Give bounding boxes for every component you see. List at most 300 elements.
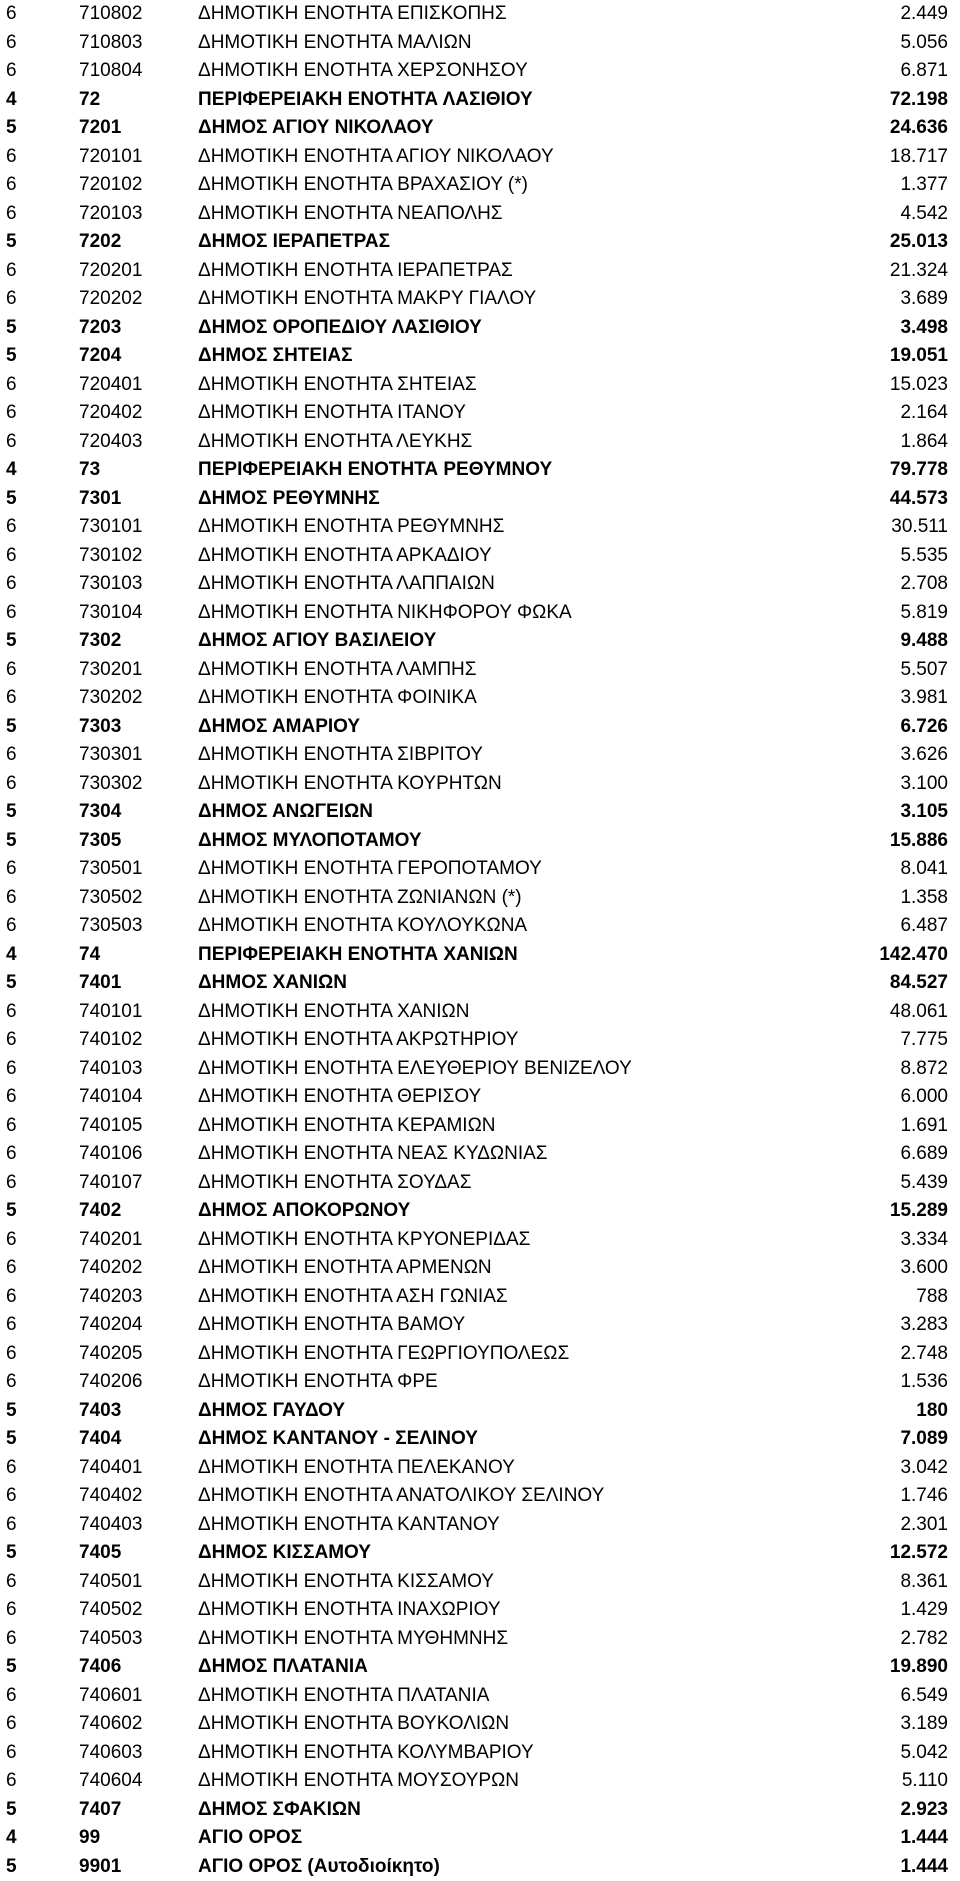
population-cell: 1.536 bbox=[900, 1368, 948, 1397]
level-cell: 5 bbox=[6, 1397, 17, 1426]
name-cell: ΑΓΙΟ ΟΡΟΣ (Αυτοδιοίκητο) bbox=[198, 1853, 440, 1881]
level-cell: 5 bbox=[6, 314, 17, 343]
level-cell: 6 bbox=[6, 1454, 17, 1483]
level-cell: 6 bbox=[6, 1625, 17, 1654]
level-cell: 6 bbox=[6, 1026, 17, 1055]
name-cell: ΔΗΜΟΤΙΚΗ ΕΝΟΤΗΤΑ ΝΕΑΣ ΚΥΔΩΝΙΑΣ bbox=[198, 1140, 548, 1169]
table-row bbox=[0, 86, 960, 115]
code-cell: 740202 bbox=[79, 1254, 142, 1283]
name-cell: ΔΗΜΟΤΙΚΗ ΕΝΟΤΗΤΑ ΓΕΩΡΓΙΟΥΠΟΛΕΩΣ bbox=[198, 1340, 569, 1369]
code-cell: 740206 bbox=[79, 1368, 142, 1397]
population-cell: 19.051 bbox=[890, 342, 948, 371]
name-cell: ΔΗΜΟΣ ΧΑΝΙΩΝ bbox=[198, 969, 347, 998]
name-cell: ΔΗΜΟΤΙΚΗ ΕΝΟΤΗΤΑ ΜΑΛΙΩΝ bbox=[198, 29, 472, 58]
population-cell: 788 bbox=[916, 1283, 948, 1312]
level-cell: 6 bbox=[6, 1482, 17, 1511]
name-cell: ΔΗΜΟΣ ΓΑΥΔΟΥ bbox=[198, 1397, 345, 1426]
code-cell: 7404 bbox=[79, 1425, 121, 1454]
level-cell: 6 bbox=[6, 912, 17, 941]
level-cell: 6 bbox=[6, 599, 17, 628]
table-row bbox=[0, 1169, 960, 1198]
population-cell: 1.444 bbox=[900, 1853, 948, 1881]
level-cell: 5 bbox=[6, 798, 17, 827]
code-cell: 740102 bbox=[79, 1026, 142, 1055]
population-cell: 15.023 bbox=[890, 371, 948, 400]
code-cell: 7406 bbox=[79, 1653, 121, 1682]
code-cell: 740401 bbox=[79, 1454, 142, 1483]
population-cell: 3.334 bbox=[900, 1226, 948, 1255]
population-cell: 15.886 bbox=[890, 827, 948, 856]
code-cell: 7401 bbox=[79, 969, 121, 998]
population-cell: 12.572 bbox=[890, 1539, 948, 1568]
population-cell: 142.470 bbox=[879, 941, 948, 970]
name-cell: ΔΗΜΟΤΙΚΗ ΕΝΟΤΗΤΑ ΣΙΒΡΙΤΟΥ bbox=[198, 741, 483, 770]
population-cell: 3.981 bbox=[900, 684, 948, 713]
level-cell: 6 bbox=[6, 998, 17, 1027]
table-row bbox=[0, 1397, 960, 1426]
population-cell: 5.819 bbox=[900, 599, 948, 628]
code-cell: 730301 bbox=[79, 741, 142, 770]
population-cell: 24.636 bbox=[890, 114, 948, 143]
table-row bbox=[0, 1568, 960, 1597]
table-row bbox=[0, 1283, 960, 1312]
level-cell: 5 bbox=[6, 627, 17, 656]
name-cell: ΔΗΜΟΤΙΚΗ ΕΝΟΤΗΤΑ ΛΑΠΠΑΙΩΝ bbox=[198, 570, 495, 599]
population-cell: 3.626 bbox=[900, 741, 948, 770]
population-cell: 1.864 bbox=[900, 428, 948, 457]
table-row bbox=[0, 0, 960, 29]
code-cell: 740403 bbox=[79, 1511, 142, 1540]
population-cell: 2.782 bbox=[900, 1625, 948, 1654]
table-row bbox=[0, 1653, 960, 1682]
population-cell: 5.507 bbox=[900, 656, 948, 685]
level-cell: 6 bbox=[6, 570, 17, 599]
code-cell: 7305 bbox=[79, 827, 121, 856]
table-row bbox=[0, 542, 960, 571]
population-cell: 1.358 bbox=[900, 884, 948, 913]
name-cell: ΠΕΡΙΦΕΡΕΙΑΚΗ ΕΝΟΤΗΤΑ ΡΕΘΥΜΝΟΥ bbox=[198, 456, 552, 485]
table-row bbox=[0, 1197, 960, 1226]
code-cell: 73 bbox=[79, 456, 100, 485]
code-cell: 730201 bbox=[79, 656, 142, 685]
level-cell: 6 bbox=[6, 29, 17, 58]
name-cell: ΔΗΜΟΤΙΚΗ ΕΝΟΤΗΤΑ ΚΡΥΟΝΕΡΙΔΑΣ bbox=[198, 1226, 530, 1255]
population-cell: 6.726 bbox=[900, 713, 948, 742]
code-cell: 720402 bbox=[79, 399, 142, 428]
population-cell: 72.198 bbox=[890, 86, 948, 115]
name-cell: ΔΗΜΟΤΙΚΗ ΕΝΟΤΗΤΑ ΑΡΜΕΝΩΝ bbox=[198, 1254, 492, 1283]
population-cell: 9.488 bbox=[900, 627, 948, 656]
level-cell: 6 bbox=[6, 741, 17, 770]
level-cell: 5 bbox=[6, 1425, 17, 1454]
table-row bbox=[0, 741, 960, 770]
level-cell: 6 bbox=[6, 200, 17, 229]
name-cell: ΔΗΜΟΤΙΚΗ ΕΝΟΤΗΤΑ ΓΕΡΟΠΟΤΑΜΟΥ bbox=[198, 855, 542, 884]
table-row bbox=[0, 1026, 960, 1055]
table-row bbox=[0, 57, 960, 86]
population-cell: 3.189 bbox=[900, 1710, 948, 1739]
name-cell: ΔΗΜΟΣ ΜΥΛΟΠΟΤΑΜΟΥ bbox=[198, 827, 422, 856]
population-cell: 30.511 bbox=[891, 513, 948, 542]
name-cell: ΔΗΜΟΣ ΚΑΝΤΑΝΟΥ - ΣΕΛΙΝΟΥ bbox=[198, 1425, 478, 1454]
code-cell: 99 bbox=[79, 1824, 100, 1853]
level-cell: 6 bbox=[6, 1767, 17, 1796]
table-row bbox=[0, 912, 960, 941]
code-cell: 740503 bbox=[79, 1625, 142, 1654]
code-cell: 740107 bbox=[79, 1169, 142, 1198]
table-row bbox=[0, 1454, 960, 1483]
level-cell: 5 bbox=[6, 1197, 17, 1226]
level-cell: 6 bbox=[6, 542, 17, 571]
code-cell: 7204 bbox=[79, 342, 121, 371]
population-cell: 15.289 bbox=[890, 1197, 948, 1226]
table-row bbox=[0, 656, 960, 685]
table-row bbox=[0, 314, 960, 343]
population-cell: 7.089 bbox=[900, 1425, 948, 1454]
table-row bbox=[0, 1739, 960, 1768]
level-cell: 6 bbox=[6, 1283, 17, 1312]
population-cell: 6.689 bbox=[900, 1140, 948, 1169]
table-row bbox=[0, 1482, 960, 1511]
level-cell: 6 bbox=[6, 1311, 17, 1340]
name-cell: ΔΗΜΟΤΙΚΗ ΕΝΟΤΗΤΑ ΦΟΙΝΙΚΑ bbox=[198, 684, 477, 713]
table-row bbox=[0, 941, 960, 970]
table-row bbox=[0, 1796, 960, 1825]
code-cell: 710804 bbox=[79, 57, 142, 86]
code-cell: 740204 bbox=[79, 1311, 142, 1340]
population-cell: 7.775 bbox=[900, 1026, 948, 1055]
code-cell: 740201 bbox=[79, 1226, 142, 1255]
table-row bbox=[0, 1682, 960, 1711]
table-row bbox=[0, 684, 960, 713]
table-row bbox=[0, 342, 960, 371]
level-cell: 5 bbox=[6, 969, 17, 998]
name-cell: ΔΗΜΟΤΙΚΗ ΕΝΟΤΗΤΑ ΦΡΕ bbox=[198, 1368, 438, 1397]
population-cell: 6.487 bbox=[900, 912, 948, 941]
name-cell: ΔΗΜΟΤΙΚΗ ΕΝΟΤΗΤΑ ΝΙΚΗΦΟΡΟΥ ΦΩΚΑ bbox=[198, 599, 572, 628]
population-cell: 1.444 bbox=[900, 1824, 948, 1853]
code-cell: 740601 bbox=[79, 1682, 142, 1711]
table-row bbox=[0, 371, 960, 400]
population-cell: 2.708 bbox=[900, 570, 948, 599]
name-cell: ΔΗΜΟΤΙΚΗ ΕΝΟΤΗΤΑ ΣΟΥΔΑΣ bbox=[198, 1169, 471, 1198]
code-cell: 730101 bbox=[79, 513, 142, 542]
population-cell: 5.535 bbox=[900, 542, 948, 571]
name-cell: ΔΗΜΟΤΙΚΗ ΕΝΟΤΗΤΑ ΒΟΥΚΟΛΙΩΝ bbox=[198, 1710, 509, 1739]
table-row bbox=[0, 1824, 960, 1853]
level-cell: 6 bbox=[6, 1169, 17, 1198]
population-cell: 3.105 bbox=[900, 798, 948, 827]
code-cell: 740502 bbox=[79, 1596, 142, 1625]
table-row bbox=[0, 485, 960, 514]
code-cell: 720101 bbox=[79, 143, 142, 172]
name-cell: ΔΗΜΟΣ ΑΜΑΡΙΟΥ bbox=[198, 713, 360, 742]
level-cell: 6 bbox=[6, 143, 17, 172]
code-cell: 740104 bbox=[79, 1083, 142, 1112]
table-row bbox=[0, 1083, 960, 1112]
name-cell: ΔΗΜΟΤΙΚΗ ΕΝΟΤΗΤΑ ΚΙΣΣΑΜΟΥ bbox=[198, 1568, 494, 1597]
code-cell: 740203 bbox=[79, 1283, 142, 1312]
population-cell: 2.449 bbox=[900, 0, 948, 29]
population-cell: 6.000 bbox=[900, 1083, 948, 1112]
level-cell: 6 bbox=[6, 1511, 17, 1540]
population-cell: 6.549 bbox=[900, 1682, 948, 1711]
level-cell: 6 bbox=[6, 371, 17, 400]
population-cell: 19.890 bbox=[890, 1653, 948, 1682]
name-cell: ΔΗΜΟΣ ΚΙΣΣΑΜΟΥ bbox=[198, 1539, 371, 1568]
name-cell: ΔΗΜΟΤΙΚΗ ΕΝΟΤΗΤΑ ΒΡΑΧΑΣΙΟΥ (*) bbox=[198, 171, 528, 200]
table-row bbox=[0, 456, 960, 485]
name-cell: ΔΗΜΟΤΙΚΗ ΕΝΟΤΗΤΑ ΑΝΑΤΟΛΙΚΟΥ ΣΕΛΙΝΟΥ bbox=[198, 1482, 604, 1511]
code-cell: 740602 bbox=[79, 1710, 142, 1739]
table-row bbox=[0, 171, 960, 200]
population-cell: 2.164 bbox=[900, 399, 948, 428]
name-cell: ΔΗΜΟΤΙΚΗ ΕΝΟΤΗΤΑ ΘΕΡΙΣΟΥ bbox=[198, 1083, 481, 1112]
table-row bbox=[0, 1140, 960, 1169]
level-cell: 6 bbox=[6, 1596, 17, 1625]
level-cell: 5 bbox=[6, 485, 17, 514]
level-cell: 6 bbox=[6, 684, 17, 713]
table-row bbox=[0, 855, 960, 884]
code-cell: 740103 bbox=[79, 1055, 142, 1084]
table-row bbox=[0, 1254, 960, 1283]
table-row bbox=[0, 1853, 960, 1881]
table-row bbox=[0, 599, 960, 628]
code-cell: 720401 bbox=[79, 371, 142, 400]
level-cell: 6 bbox=[6, 1140, 17, 1169]
level-cell: 6 bbox=[6, 513, 17, 542]
code-cell: 720201 bbox=[79, 257, 142, 286]
table-row bbox=[0, 285, 960, 314]
table-row bbox=[0, 1311, 960, 1340]
population-cell: 3.042 bbox=[900, 1454, 948, 1483]
code-cell: 740603 bbox=[79, 1739, 142, 1768]
table-row bbox=[0, 798, 960, 827]
population-cell: 8.041 bbox=[900, 855, 948, 884]
table-row bbox=[0, 1425, 960, 1454]
table-row bbox=[0, 399, 960, 428]
code-cell: 7302 bbox=[79, 627, 121, 656]
level-cell: 6 bbox=[6, 1368, 17, 1397]
name-cell: ΔΗΜΟΤΙΚΗ ΕΝΟΤΗΤΑ ΖΩΝΙΑΝΩΝ (*) bbox=[198, 884, 522, 913]
population-cell: 5.042 bbox=[900, 1739, 948, 1768]
table-row bbox=[0, 1596, 960, 1625]
table-row bbox=[0, 228, 960, 257]
level-cell: 5 bbox=[6, 1653, 17, 1682]
name-cell: ΔΗΜΟΤΙΚΗ ΕΝΟΤΗΤΑ ΑΚΡΩΤΗΡΙΟΥ bbox=[198, 1026, 518, 1055]
table-row bbox=[0, 570, 960, 599]
code-cell: 730202 bbox=[79, 684, 142, 713]
name-cell: ΔΗΜΟΤΙΚΗ ΕΝΟΤΗΤΑ ΙΤΑΝΟΥ bbox=[198, 399, 466, 428]
code-cell: 7402 bbox=[79, 1197, 121, 1226]
table-row bbox=[0, 29, 960, 58]
population-cell: 44.573 bbox=[890, 485, 948, 514]
code-cell: 9901 bbox=[79, 1853, 121, 1881]
population-cell: 6.871 bbox=[900, 57, 948, 86]
code-cell: 730501 bbox=[79, 855, 142, 884]
name-cell: ΔΗΜΟΣ ΡΕΘΥΜΝΗΣ bbox=[198, 485, 380, 514]
level-cell: 6 bbox=[6, 171, 17, 200]
population-cell: 4.542 bbox=[900, 200, 948, 229]
code-cell: 710803 bbox=[79, 29, 142, 58]
name-cell: ΔΗΜΟΤΙΚΗ ΕΝΟΤΗΤΑ ΣΗΤΕΙΑΣ bbox=[198, 371, 477, 400]
code-cell: 740105 bbox=[79, 1112, 142, 1141]
level-cell: 6 bbox=[6, 1739, 17, 1768]
code-cell: 7203 bbox=[79, 314, 121, 343]
code-cell: 720403 bbox=[79, 428, 142, 457]
level-cell: 4 bbox=[6, 1824, 17, 1853]
code-cell: 72 bbox=[79, 86, 100, 115]
code-cell: 7301 bbox=[79, 485, 121, 514]
code-cell: 740106 bbox=[79, 1140, 142, 1169]
code-cell: 7303 bbox=[79, 713, 121, 742]
table-row bbox=[0, 1511, 960, 1540]
name-cell: ΔΗΜΟΣ ΙΕΡΑΠΕΤΡΑΣ bbox=[198, 228, 390, 257]
name-cell: ΔΗΜΟΣ ΑΠΟΚΟΡΩΝΟΥ bbox=[198, 1197, 410, 1226]
level-cell: 5 bbox=[6, 114, 17, 143]
population-cell: 1.691 bbox=[900, 1112, 948, 1141]
code-cell: 730103 bbox=[79, 570, 142, 599]
name-cell: ΔΗΜΟΤΙΚΗ ΕΝΟΤΗΤΑ ΙΝΑΧΩΡΙΟΥ bbox=[198, 1596, 501, 1625]
level-cell: 6 bbox=[6, 1710, 17, 1739]
table-row bbox=[0, 513, 960, 542]
population-cell: 5.056 bbox=[900, 29, 948, 58]
level-cell: 4 bbox=[6, 86, 17, 115]
name-cell: ΔΗΜΟΤΙΚΗ ΕΝΟΤΗΤΑ ΝΕΑΠΟΛΗΣ bbox=[198, 200, 503, 229]
code-cell: 740501 bbox=[79, 1568, 142, 1597]
level-cell: 5 bbox=[6, 827, 17, 856]
name-cell: ΔΗΜΟΤΙΚΗ ΕΝΟΤΗΤΑ ΜΟΥΣΟΥΡΩΝ bbox=[198, 1767, 519, 1796]
name-cell: ΔΗΜΟΤΙΚΗ ΕΝΟΤΗΤΑ ΜΥΘΗΜΝΗΣ bbox=[198, 1625, 508, 1654]
population-cell: 1.429 bbox=[900, 1596, 948, 1625]
level-cell: 6 bbox=[6, 1083, 17, 1112]
name-cell: ΔΗΜΟΤΙΚΗ ΕΝΟΤΗΤΑ ΒΑΜΟΥ bbox=[198, 1311, 465, 1340]
code-cell: 730302 bbox=[79, 770, 142, 799]
code-cell: 7405 bbox=[79, 1539, 121, 1568]
population-cell: 3.600 bbox=[900, 1254, 948, 1283]
table-row bbox=[0, 1767, 960, 1796]
name-cell: ΔΗΜΟΤΙΚΗ ΕΝΟΤΗΤΑ ΕΠΙΣΚΟΠΗΣ bbox=[198, 0, 507, 29]
population-cell: 3.283 bbox=[900, 1311, 948, 1340]
population-cell: 2.748 bbox=[900, 1340, 948, 1369]
population-cell: 3.100 bbox=[900, 770, 948, 799]
name-cell: ΔΗΜΟΣ ΑΓΙΟΥ ΝΙΚΟΛΑΟΥ bbox=[198, 114, 434, 143]
population-cell: 5.439 bbox=[900, 1169, 948, 1198]
table-row bbox=[0, 969, 960, 998]
population-cell: 21.324 bbox=[890, 257, 948, 286]
name-cell: ΔΗΜΟΤΙΚΗ ΕΝΟΤΗΤΑ ΑΓΙΟΥ ΝΙΚΟΛΑΟΥ bbox=[198, 143, 554, 172]
level-cell: 5 bbox=[6, 1853, 17, 1881]
level-cell: 4 bbox=[6, 941, 17, 970]
population-cell: 3.689 bbox=[900, 285, 948, 314]
table-row bbox=[0, 428, 960, 457]
name-cell: ΔΗΜΟΤΙΚΗ ΕΝΟΤΗΤΑ ΛΑΜΠΗΣ bbox=[198, 656, 477, 685]
population-cell: 1.377 bbox=[900, 171, 948, 200]
name-cell: ΔΗΜΟΤΙΚΗ ΕΝΟΤΗΤΑ ΚΟΛΥΜΒΑΡΙΟΥ bbox=[198, 1739, 534, 1768]
code-cell: 740402 bbox=[79, 1482, 142, 1511]
code-cell: 720103 bbox=[79, 200, 142, 229]
level-cell: 5 bbox=[6, 713, 17, 742]
name-cell: ΔΗΜΟΤΙΚΗ ΕΝΟΤΗΤΑ ΙΕΡΑΠΕΤΡΑΣ bbox=[198, 257, 513, 286]
table-row bbox=[0, 1340, 960, 1369]
name-cell: ΔΗΜΟΤΙΚΗ ΕΝΟΤΗΤΑ ΚΕΡΑΜΙΩΝ bbox=[198, 1112, 496, 1141]
level-cell: 5 bbox=[6, 1539, 17, 1568]
table-row bbox=[0, 114, 960, 143]
level-cell: 6 bbox=[6, 285, 17, 314]
population-cell: 48.061 bbox=[890, 998, 948, 1027]
population-cell: 1.746 bbox=[900, 1482, 948, 1511]
code-cell: 720202 bbox=[79, 285, 142, 314]
level-cell: 4 bbox=[6, 456, 17, 485]
table-row bbox=[0, 884, 960, 913]
name-cell: ΔΗΜΟΤΙΚΗ ΕΝΟΤΗΤΑ ΑΣΗ ΓΩΝΙΑΣ bbox=[198, 1283, 508, 1312]
population-cell: 3.498 bbox=[900, 314, 948, 343]
level-cell: 6 bbox=[6, 884, 17, 913]
level-cell: 5 bbox=[6, 1796, 17, 1825]
population-cell: 8.872 bbox=[900, 1055, 948, 1084]
table-row bbox=[0, 770, 960, 799]
name-cell: ΔΗΜΟΤΙΚΗ ΕΝΟΤΗΤΑ ΡΕΘΥΜΝΗΣ bbox=[198, 513, 504, 542]
name-cell: ΔΗΜΟΤΙΚΗ ΕΝΟΤΗΤΑ ΧΑΝΙΩΝ bbox=[198, 998, 469, 1027]
table-row bbox=[0, 1055, 960, 1084]
table-row bbox=[0, 627, 960, 656]
name-cell: ΔΗΜΟΣ ΠΛΑΤΑΝΙΑ bbox=[198, 1653, 368, 1682]
population-cell: 25.013 bbox=[890, 228, 948, 257]
code-cell: 720102 bbox=[79, 171, 142, 200]
name-cell: ΔΗΜΟΣ ΑΝΩΓΕΙΩΝ bbox=[198, 798, 373, 827]
name-cell: ΔΗΜΟΤΙΚΗ ΕΝΟΤΗΤΑ ΕΛΕΥΘΕΡΙΟΥ ΒΕΝΙΖΕΛΟΥ bbox=[198, 1055, 632, 1084]
level-cell: 6 bbox=[6, 1112, 17, 1141]
name-cell: ΔΗΜΟΤΙΚΗ ΕΝΟΤΗΤΑ ΛΕΥΚΗΣ bbox=[198, 428, 472, 457]
level-cell: 6 bbox=[6, 57, 17, 86]
table-row bbox=[0, 143, 960, 172]
level-cell: 6 bbox=[6, 770, 17, 799]
level-cell: 6 bbox=[6, 257, 17, 286]
code-cell: 730102 bbox=[79, 542, 142, 571]
name-cell: ΔΗΜΟΤΙΚΗ ΕΝΟΤΗΤΑ ΚΟΥΛΟΥΚΩΝΑ bbox=[198, 912, 527, 941]
name-cell: ΔΗΜΟΤΙΚΗ ΕΝΟΤΗΤΑ ΠΛΑΤΑΝΙΑ bbox=[198, 1682, 489, 1711]
level-cell: 6 bbox=[6, 1055, 17, 1084]
code-cell: 740205 bbox=[79, 1340, 142, 1369]
table-row bbox=[0, 713, 960, 742]
name-cell: ΔΗΜΟΤΙΚΗ ΕΝΟΤΗΤΑ ΜΑΚΡΥ ΓΙΑΛΟΥ bbox=[198, 285, 536, 314]
code-cell: 730104 bbox=[79, 599, 142, 628]
name-cell: ΔΗΜΟΣ ΟΡΟΠΕΔΙΟΥ ΛΑΣΙΘΙΟΥ bbox=[198, 314, 482, 343]
table-row bbox=[0, 827, 960, 856]
level-cell: 5 bbox=[6, 342, 17, 371]
table-row bbox=[0, 1368, 960, 1397]
code-cell: 7202 bbox=[79, 228, 121, 257]
table-row bbox=[0, 1226, 960, 1255]
code-cell: 74 bbox=[79, 941, 100, 970]
name-cell: ΔΗΜΟΤΙΚΗ ΕΝΟΤΗΤΑ ΠΕΛΕΚΑΝΟΥ bbox=[198, 1454, 515, 1483]
population-cell: 180 bbox=[916, 1397, 948, 1426]
population-cell: 84.527 bbox=[890, 969, 948, 998]
name-cell: ΔΗΜΟΣ ΣΗΤΕΙΑΣ bbox=[198, 342, 352, 371]
name-cell: ΔΗΜΟΤΙΚΗ ΕΝΟΤΗΤΑ ΑΡΚΑΔΙΟΥ bbox=[198, 542, 492, 571]
code-cell: 740604 bbox=[79, 1767, 142, 1796]
code-cell: 7201 bbox=[79, 114, 121, 143]
level-cell: 6 bbox=[6, 1568, 17, 1597]
level-cell: 6 bbox=[6, 428, 17, 457]
name-cell: ΠΕΡΙΦΕΡΕΙΑΚΗ ΕΝΟΤΗΤΑ ΧΑΝΙΩΝ bbox=[198, 941, 518, 970]
level-cell: 6 bbox=[6, 855, 17, 884]
table-row bbox=[0, 1625, 960, 1654]
name-cell: ΔΗΜΟΤΙΚΗ ΕΝΟΤΗΤΑ ΚΟΥΡΗΤΩΝ bbox=[198, 770, 502, 799]
table-row bbox=[0, 200, 960, 229]
name-cell: ΔΗΜΟΤΙΚΗ ΕΝΟΤΗΤΑ ΚΑΝΤΑΝΟΥ bbox=[198, 1511, 500, 1540]
level-cell: 6 bbox=[6, 1226, 17, 1255]
